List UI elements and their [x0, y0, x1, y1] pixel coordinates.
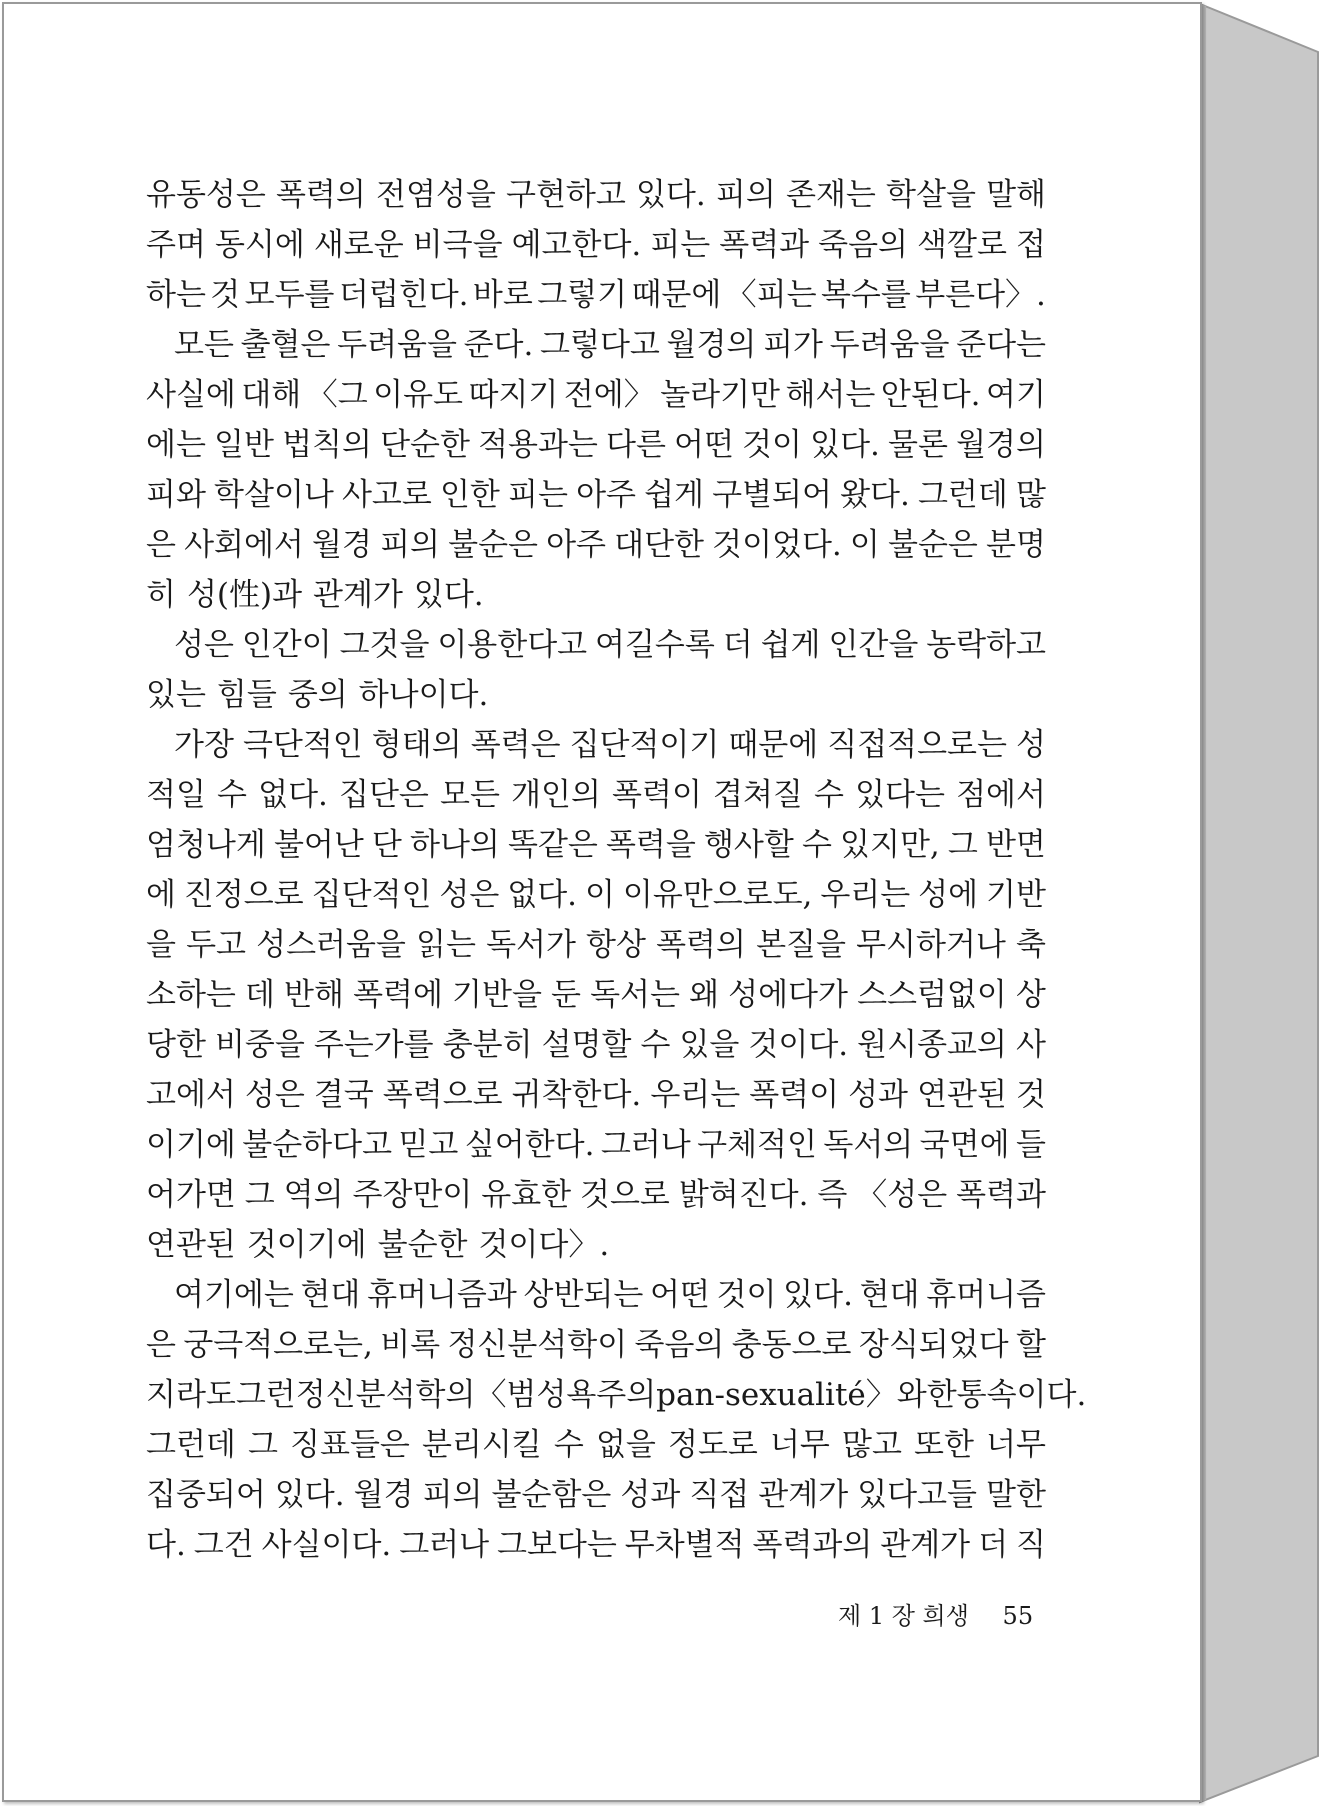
text-line: 에 진정으로 집단적인 성은 없다. 이 이유만으로도, 우리는 성에 기반 — [146, 877, 1046, 913]
text-line: 은 궁극적으로는, 비록 정신분석학이 죽음의 충동으로 장식되었다 할 — [146, 1327, 1046, 1363]
text-line: 하는 것 모두를 더럽힌다. 바로 그렇기 때문에 〈피는 복수를 부른다〉. — [146, 277, 1046, 313]
text-line: 에는 일반 법칙의 단순한 적용과는 다른 어떤 것이 있다. 물론 월경의 — [146, 427, 1046, 463]
text-line: 히 성(性)과 관계가 있다. — [146, 577, 484, 613]
text-line: 피와 학살이나 사고로 인한 피는 아주 쉽게 구별되어 왔다. 그런데 많 — [146, 477, 1046, 513]
text-line: 여기에는 현대 휴머니즘과 상반되는 어떤 것이 있다. 현대 휴머니즘 — [174, 1277, 1046, 1313]
text-line: 어가면 그 역의 주장만이 유효한 것으로 밝혀진다. 즉 〈성은 폭력과 — [146, 1177, 1046, 1213]
text-line: 이기에 불순하다고 믿고 싶어한다. 그러나 구체적인 독서의 국면에 들 — [146, 1127, 1046, 1163]
text-line: 그런데 그 징표들은 분리시킬 수 없을 정도로 너무 많고 또한 너무 — [146, 1427, 1046, 1463]
text-line: 소하는 데 반해 폭력에 기반을 둔 독서는 왜 성에다가 스스럼없이 상 — [146, 977, 1046, 1013]
page-number: 55 — [1002, 1602, 1034, 1630]
text-line: 엄청나게 불어난 단 하나의 똑같은 폭력을 행사할 수 있지만, 그 반면 — [146, 827, 1046, 863]
chapter-title: 제 1 장 희생 — [838, 1602, 969, 1630]
text-line: 모든 출혈은 두려움을 준다. 그렇다고 월경의 피가 두려움을 준다는 — [174, 327, 1046, 363]
text-line: 적일 수 없다. 집단은 모든 개인의 폭력이 겹쳐질 수 있다는 점에서 — [146, 777, 1046, 813]
text-line: 가장 극단적인 형태의 폭력은 집단적이기 때문에 직접적으로는 성 — [174, 727, 1046, 763]
text-line: 있는 힘들 중의 하나이다. — [146, 677, 489, 713]
text-line: 유동성은 폭력의 전염성을 구현하고 있다. 피의 존재는 학살을 말해 — [146, 177, 1046, 213]
text-line: 당한 비중을 주는가를 충분히 설명할 수 있을 것이다. 원시종교의 사 — [146, 1027, 1046, 1063]
page-footer — [838, 1596, 1033, 1631]
text-line: 지라도 그런 정신분석학의 〈범성욕주의 pan-sexualité〉와 한 통속이다. — [146, 1377, 1087, 1413]
text-line: 다. 그건 사실이다. 그러나 그보다는 무차별적 폭력과의 관계가 더 직 — [146, 1527, 1046, 1563]
text-line: 사실에 대해 〈그 이유도 따지기 전에〉 놀라기만 해서는 안된다. 여기 — [146, 377, 1046, 413]
text-line: 성은 인간이 그것을 이용한다고 여길수록 더 쉽게 인간을 농락하고 — [174, 627, 1046, 663]
text-line: 을 두고 성스러움을 읽는 독서가 항상 폭력의 본질을 무시하거나 축 — [146, 927, 1046, 963]
text-line: 연관된 것이기에 불순한 것이다〉. — [146, 1227, 610, 1263]
body-text — [146, 170, 1087, 1570]
text-line: 주며 동시에 새로운 비극을 예고한다. 피는 폭력과 죽음의 색깔로 접 — [146, 227, 1046, 263]
text-line: 고에서 성은 결국 폭력으로 귀착한다. 우리는 폭력이 성과 연관된 것 — [146, 1077, 1046, 1113]
text-line: 집중되어 있다. 월경 피의 불순함은 성과 직접 관계가 있다고들 말한 — [146, 1477, 1046, 1513]
text-line: 은 사회에서 월경 피의 불순은 아주 대단한 것이었다. 이 불순은 분명 — [146, 527, 1046, 563]
